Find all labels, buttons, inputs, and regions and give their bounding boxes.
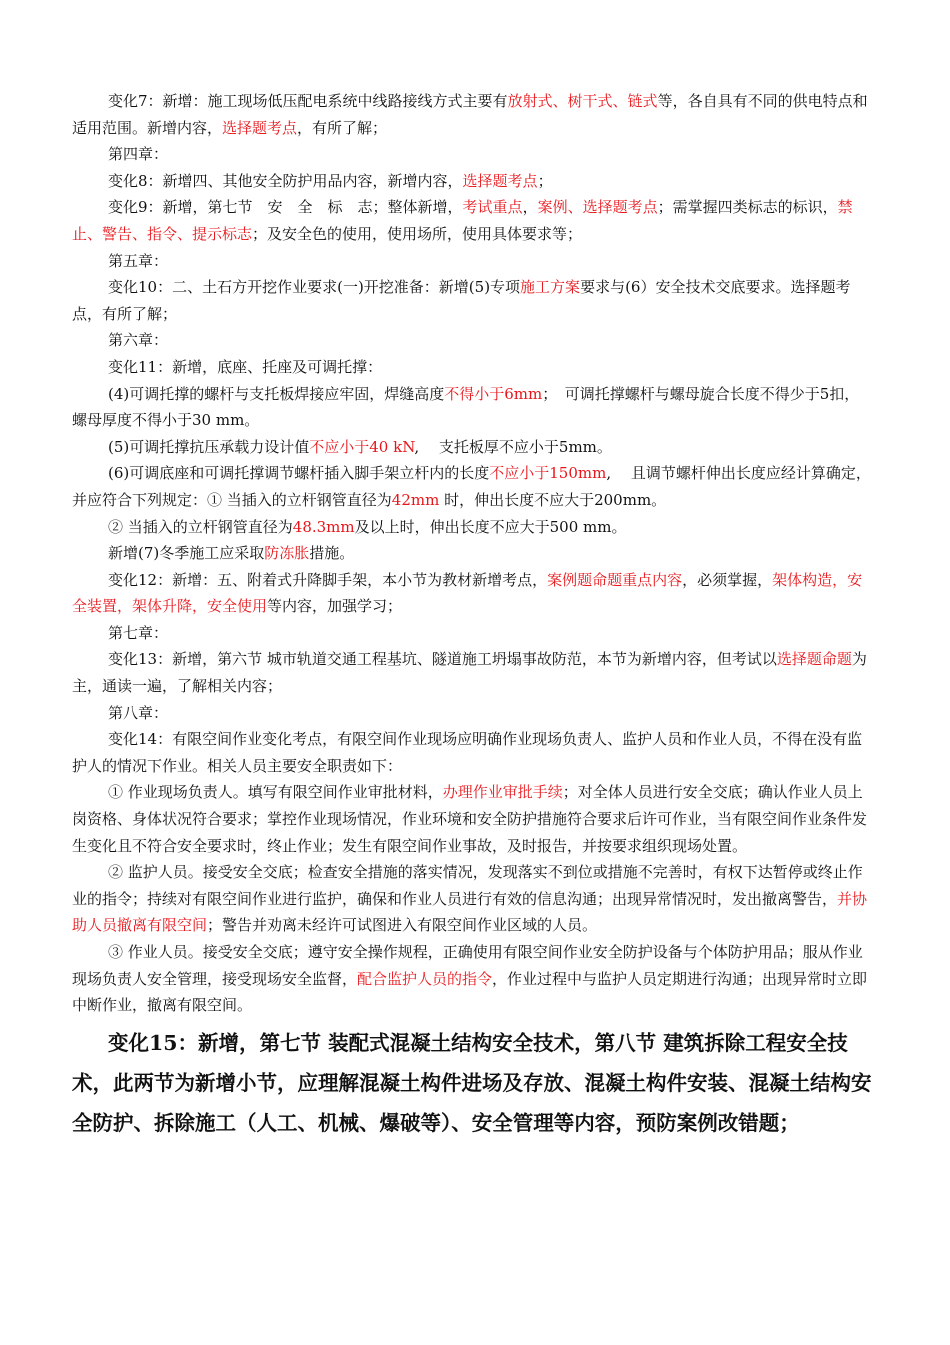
paragraph — [72, 168, 874, 195]
paragraph — [72, 540, 874, 567]
text-span: ① 作业现场负责人。填写有限空间作业审批材料， — [108, 783, 443, 802]
text-span: 时，伸出长度不应大于200mm。 — [439, 490, 667, 509]
text-span: ，必须掌握， — [682, 570, 773, 589]
highlighted-text: 放射式、树干式、链式 — [507, 92, 658, 110]
text-span: ；及安全色的使用，使用场所，使用具体要求等； — [252, 224, 583, 243]
highlighted-text: 架体构造，安全装置，架体升降，安全使用 — [72, 570, 863, 616]
text-span: 变化9：新增，第七节 安 全 标 志；整体新增， — [108, 198, 463, 217]
text-span: ③ 作业人员。接受安全交底；遵守安全操作规程，正确使用有限空间作业安全防护设备与个体防护用品；服从作业现场负责人安全管理，接受现场安全监督， — [72, 943, 863, 988]
text-span: 第七章： — [108, 623, 169, 642]
text-span: (6)可调底座和可调托撑调节螺杆插入脚手架立杆内的长度 — [108, 464, 490, 483]
paragraph — [72, 354, 874, 381]
highlighted-text: 案例题命题重点内容 — [547, 570, 683, 589]
paragraph — [72, 327, 874, 354]
text-span: 变化10：二、土石方开挖作业要求(一)开挖准备：新增(5)专项 — [108, 278, 521, 297]
text-span: ，作业过程中与监护人员定期进行沟通；出现异常时立即中断作业，撤离有限空间。 — [72, 969, 868, 1015]
paragraph — [72, 646, 874, 699]
text-span: 为主，通读一遍，了解相关内容； — [72, 650, 867, 696]
text-span: 变化7：新增：施工现场低压配电系统中线路接线方式主要有 — [108, 92, 508, 110]
highlighted-text: 防冻胀 — [264, 544, 310, 563]
text-span: 等，各自具有不同的供电特点和适用范围。新增内容， — [72, 92, 868, 137]
text-span: ， — [522, 198, 538, 217]
highlighted-text: 42mm — [391, 490, 440, 509]
paragraph — [72, 514, 874, 541]
text-span: ② 当插入的立杆钢管直径为 — [108, 517, 293, 536]
highlighted-text: 不得小于6mm — [444, 384, 543, 403]
highlighted-text: 48.3mm — [292, 517, 355, 536]
text-span: 变化8：新增四、其他安全防护用品内容，新增内容， — [108, 171, 463, 190]
text-span: ；需掌握四类标志的标识， — [657, 198, 838, 217]
paragraph — [72, 194, 874, 247]
highlighted-text: 禁止、警告、指令、提示标志 — [72, 198, 853, 243]
highlight-paragraph — [72, 1023, 874, 1143]
text-span: 第四章： — [108, 145, 169, 164]
text-span: ； 可调托撑螺杆与螺母旋合长度不得少于5扣，螺母厚度不得小于30 mm。 — [72, 384, 860, 430]
highlighted-text: 不应小于40 kN — [309, 437, 415, 456]
paragraph — [72, 141, 874, 168]
paragraph — [72, 434, 874, 461]
highlighted-text: 办理作业审批手续 — [442, 783, 563, 802]
paragraph — [72, 460, 874, 513]
text-span: ；警告并劝离未经许可试图进入有限空间作业区域的人员。 — [207, 916, 598, 935]
highlighted-text: 不应小于150mm — [489, 464, 607, 483]
text-span: (5)可调托撑抗压承载力设计值 — [108, 437, 310, 456]
paragraph — [72, 620, 874, 647]
text-span: , 支托板厚不应小于5mm。 — [414, 437, 612, 456]
highlighted-text: 选择题考点 — [222, 118, 298, 137]
paragraph — [72, 381, 874, 434]
text-span: 变化13：新增，第六节 城市轨道交通工程基坑、隧道施工坍塌事故防范，本节为新增内容，但考试以 — [108, 650, 777, 669]
text-span: 第五章： — [108, 251, 169, 270]
highlighted-text: 案例、选择题考点 — [537, 198, 658, 217]
paragraph — [72, 274, 874, 327]
paragraph — [72, 567, 874, 620]
highlighted-text: 并协助人员撤离有限空间 — [72, 889, 868, 935]
text-span: 要求与(6）安全技术交底要求。选择题考点，有所了解； — [72, 278, 851, 323]
paragraph — [72, 779, 874, 859]
paragraph — [72, 939, 874, 1019]
text-span: 第八章： — [108, 703, 169, 722]
paragraph — [72, 700, 874, 727]
highlighted-text: 施工方案 — [520, 278, 581, 297]
text-span: 变化11：新增，底座、托座及可调托撑： — [108, 357, 383, 376]
document-body — [72, 88, 874, 1143]
text-span: , 且调节螺杆伸出长度应经计算确定，并应符合下列规定：① 当插入的立杆钢管直径为 — [72, 464, 871, 509]
text-span: 第六章： — [108, 331, 169, 350]
text-span: (4)可调托撑的螺杆与支托板焊接应牢固，焊缝高度 — [108, 384, 445, 403]
text-span: 新增(7)冬季施工应采取 — [108, 544, 265, 563]
text-span: 变化12：新增：五、附着式升降脚手架，本小节为教材新增考点， — [108, 570, 548, 589]
highlighted-text: 选择题考点 — [462, 171, 538, 190]
text-span: 及以上时，伸出长度不应大于500 mm。 — [354, 517, 627, 536]
paragraph — [72, 859, 874, 939]
text-span: ； — [537, 171, 553, 190]
text-span: 变化15：新增，第七节 装配式混凝土结构安全技术，第八节 建筑拆除工程安全技术，此两节为新增小节，应理解混凝土构件进场及存放、混凝土构件安装、混凝土结构安全防护、拆除施工（人工、机械、爆破等）、安全管理等内容，预防案例改错题； — [72, 1030, 872, 1135]
highlighted-text: 考试重点 — [462, 198, 523, 217]
text-span: ，有所了解； — [297, 118, 388, 137]
paragraph — [72, 248, 874, 275]
text-span: 措施。 — [309, 544, 355, 563]
text-span: 等内容，加强学习； — [267, 597, 403, 616]
highlighted-text: 配合监护人员的指令 — [357, 969, 493, 988]
text-span: ；对全体人员进行安全交底；确认作业人员上岗资格、身体状况符合要求；掌控作业现场情况，作业环境和安全防护措施符合要求后许可作业，当有限空间作业条件发生变化且不符合安全要求时，终止作业；发生有限空间作业事故，及时报告，并按要求组织现场处置。 — [72, 783, 868, 855]
highlighted-text: 选择题命题 — [776, 650, 852, 669]
paragraph — [72, 88, 874, 141]
text-span: ② 监护人员。接受安全交底；检查安全措施的落实情况，发现落实不到位或措施不完善时，有权下达暂停或终止作业的指令；持续对有限空间作业进行监护，确保和作业人员进行有效的信息沟通；出现异常情况时，发出撤离警告， — [72, 863, 863, 908]
paragraph — [72, 726, 874, 779]
text-span: 变化14：有限空间作业变化考点，有限空间作业现场应明确作业现场负责人、监护人员和作业人员，不得在没有监护人的情况下作业。相关人员主要安全职责如下： — [72, 730, 863, 775]
